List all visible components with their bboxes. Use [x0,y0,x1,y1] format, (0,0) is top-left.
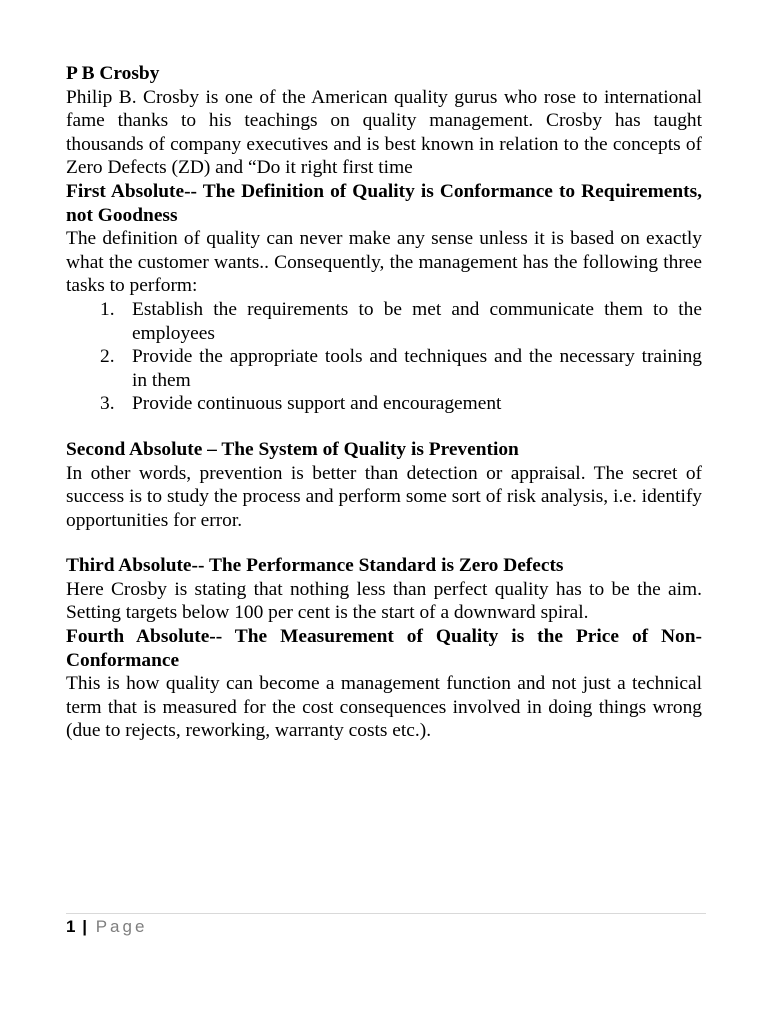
page-footer [66,916,147,938]
list-item-number: 2. [100,346,115,368]
list-item-number: 1. [100,298,115,320]
section-spacer [66,532,702,554]
list-item-number: 3. [100,393,115,415]
document-body [66,60,702,743]
page-number: 1 [66,917,76,936]
list-item [100,298,702,345]
footer-divider [66,913,706,914]
list-item [100,392,702,416]
fourth-absolute-heading: Fourth Absolute-- The Measurement of Quality is the Price of Non-Conformance [66,626,702,671]
list-item-text: Provide the appropriate tools and techniques and the necessary training in them [132,346,702,391]
first-absolute-body: The definition of quality can never make any sense unless it is based on exactly what the customer wants.. Consequently, the management has the following three tasks to perform: [66,228,702,297]
footer-separator: | [82,917,87,936]
second-absolute-heading: Second Absolute – The System of Quality is Prevention [66,438,519,460]
third-absolute-heading: Third Absolute-- The Performance Standard is Zero Defects [66,555,564,577]
list-item [100,345,702,392]
section-spacer [66,416,702,438]
document-title: P B Crosby [66,63,160,84]
second-absolute-body: In other words, prevention is better than detection or appraisal. The secret of success is to study the process and perform some sort of risk analysis, i.e. identify opportunities for error. [66,462,702,531]
intro-paragraph: Philip B. Crosby is one of the American quality gurus who rose to international fame thanks to his teachings on quality management. Crosby has taught thousands of company executives and is best known in relation to the concepts of Zero Defects (ZD) and “Do it right first time [66,86,702,179]
list-item-text: Establish the requirements to be met and communicate them to the employees [132,298,702,344]
fourth-absolute-body: This is how quality can become a management function and not just a technical term that is measured for the cost consequences involved in doing things wrong (due to rejects, reworking, warranty costs etc.). [66,673,702,742]
first-absolute-heading: First Absolute-- The Definition of Quality is Conformance to Requirements, not Goodness [66,180,702,226]
management-tasks-list [66,298,702,416]
third-absolute-body: Here Crosby is stating that nothing less than perfect quality has to be the aim. Setting targets below 100 per cent is the start of a downward spiral. [66,578,702,624]
list-item-text: Provide continuous support and encouragement [132,393,502,415]
page-label: Page [95,917,148,936]
